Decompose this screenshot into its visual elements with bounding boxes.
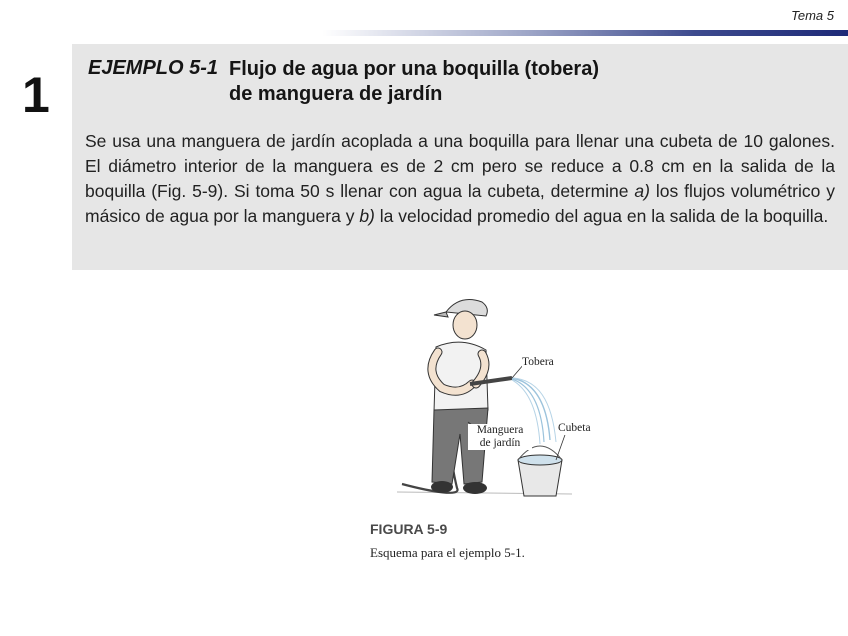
body-part-b: b) — [359, 206, 375, 226]
gardener-illustration — [372, 292, 612, 510]
body-part-a: a) — [634, 181, 650, 201]
body-text-3: la velocidad promedio del agua en la salida de la boquilla. — [374, 206, 829, 226]
header-gradient-bar — [0, 30, 848, 36]
example-body — [85, 129, 835, 229]
label-manguera — [468, 424, 532, 450]
topic-label: Tema 5 — [791, 8, 834, 23]
figure-caption: Esquema para el ejemplo 5-1. — [370, 545, 525, 560]
example-title — [229, 57, 789, 107]
example-label: EJEMPLO 5-1 — [88, 57, 219, 79]
example-box — [72, 44, 848, 270]
figure-number: FIGURA 5-9 — [370, 521, 448, 537]
example-title-line-1: Flujo de agua por una boquilla (tobera) — [229, 58, 599, 80]
label-tobera: Tobera — [522, 356, 554, 368]
body-text-2: los flujos volumétrico y másico de agua por la manguera y — [85, 181, 835, 226]
label-manguera-line-2: de jardín — [479, 437, 521, 449]
slide-number: 1 — [22, 67, 50, 123]
label-cubeta: Cubeta — [558, 422, 591, 434]
example-title-line-2: de manguera de jardín — [229, 83, 443, 105]
figure-illustration — [372, 292, 612, 510]
label-manguera-line-1: Manguera — [476, 424, 524, 436]
body-text-1: Se usa una manguera de jardín acoplada a una boquilla para llenar una cubeta de 10 galones. El diámetro interior de la manguera es de 2 cm pero se reduce a 0.8 cm en la salida de la boquilla (Fig. 5-9). Si toma 50 s llenar con agua la cubeta, determine — [85, 131, 835, 201]
